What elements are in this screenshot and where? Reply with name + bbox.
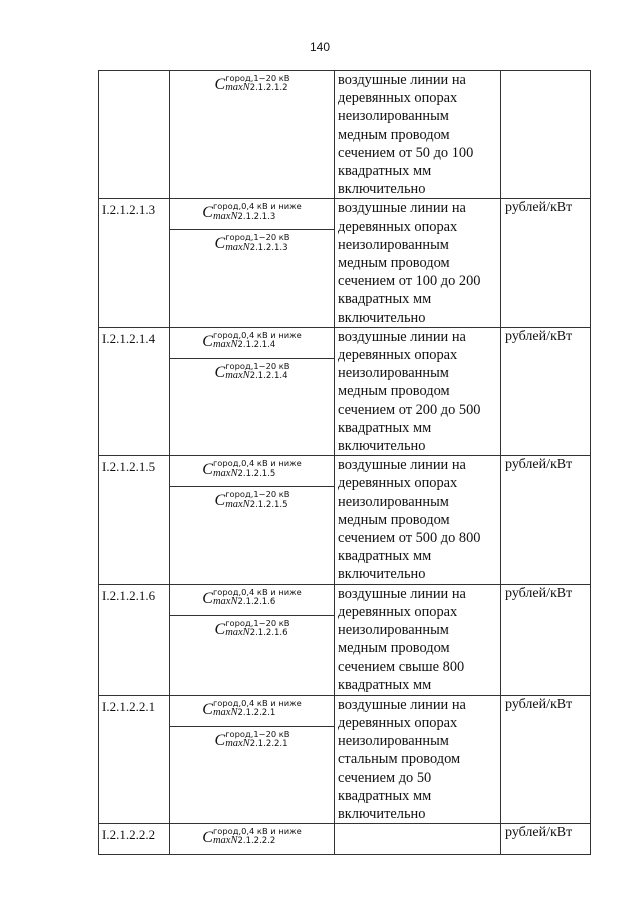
symbol-superscript: город,1−20 кВ	[225, 617, 290, 628]
row-code: I.2.1.2.2.1	[99, 695, 170, 823]
symbol-subscript-index: 2.1.2.1.2	[249, 83, 288, 94]
symbol-subscript-prefix: maxN	[225, 241, 250, 253]
symbol-superscript: город,0,4 кВ и ниже	[212, 329, 302, 340]
rate-symbol	[170, 486, 334, 517]
row-code: I.2.1.2.2.2	[99, 824, 170, 855]
row-description: воздушные линии на деревянных опорах неизолированным стальным проводом сечением до 50 квадратных мм включительно	[335, 695, 501, 823]
row-symbols	[170, 584, 335, 695]
symbol-letter: C	[214, 235, 226, 253]
symbol-subscript-prefix: maxN	[225, 82, 250, 94]
symbol-superscript: город,1−20 кВ	[225, 728, 290, 739]
symbol-letter: C	[202, 332, 213, 350]
symbol-letter: C	[202, 204, 213, 222]
rate-symbol	[170, 585, 334, 615]
row-description: воздушные линии на деревянных опорах неизолированным медным проводом сечением от 50 до 100 квадратных мм включительно	[335, 71, 501, 199]
row-unit: рублей/кВт	[501, 456, 591, 584]
row-unit: рублей/кВт	[501, 199, 591, 327]
table-row	[99, 584, 591, 695]
row-code: I.2.1.2.1.3	[99, 199, 170, 327]
rate-symbol	[170, 726, 334, 757]
table-row	[99, 327, 591, 455]
row-description: воздушные линии на деревянных опорах неизолированным медным проводом сечением от 500 до 800 квадратных мм включительно	[335, 456, 501, 584]
table-row	[99, 71, 591, 199]
symbol-subscript-prefix: maxN	[225, 370, 250, 382]
row-symbols	[170, 327, 335, 455]
row-unit	[501, 71, 591, 199]
row-code: I.2.1.2.1.6	[99, 584, 170, 695]
row-symbols	[170, 199, 335, 327]
symbol-superscript: город,0,4 кВ и ниже	[212, 201, 302, 212]
rate-symbol	[170, 328, 334, 358]
symbol-subscript-index: 2.1.2.1.4	[237, 340, 276, 351]
row-symbols	[170, 456, 335, 584]
symbol-superscript: город,1−20 кВ	[225, 73, 290, 83]
symbol-subscript-index: 2.1.2.2.1	[249, 738, 288, 749]
symbol-subscript-index: 2.1.2.1.4	[249, 371, 288, 382]
symbol-superscript: город,0,4 кВ и ниже	[212, 458, 302, 469]
symbol-letter: C	[202, 829, 213, 847]
symbol-superscript: город,1−20 кВ	[225, 360, 290, 371]
symbol-subscript-index: 2.1.2.1.6	[249, 627, 288, 638]
symbol-subscript-index: 2.1.2.1.5	[237, 468, 276, 479]
symbol-superscript: город,0,4 кВ и ниже	[212, 826, 302, 837]
symbol-letter: C	[202, 461, 213, 479]
symbol-subscript-index: 2.1.2.1.6	[237, 596, 276, 607]
symbol-subscript-prefix: maxN	[212, 835, 238, 847]
row-unit: рублей/кВт	[501, 824, 591, 855]
symbol-letter: C	[214, 76, 226, 93]
symbol-letter: C	[202, 700, 213, 718]
row-description: воздушные линии на деревянных опорах неизолированным медным проводом сечением от 100 до 200 квадратных мм включительно	[335, 199, 501, 327]
symbol-letter: C	[214, 731, 226, 749]
symbol-subscript-index: 2.1.2.2.1	[237, 707, 276, 718]
symbol-letter: C	[214, 620, 226, 638]
symbol-letter: C	[202, 589, 213, 607]
tariff-table	[98, 70, 591, 855]
symbol-subscript-prefix: maxN	[212, 210, 238, 222]
symbol-subscript-prefix: maxN	[212, 339, 238, 351]
row-code: I.2.1.2.1.5	[99, 456, 170, 584]
page-number: 140	[309, 40, 331, 54]
symbol-subscript-index: 2.1.2.1.3	[249, 242, 288, 253]
symbol-superscript: город,0,4 кВ и ниже	[212, 697, 302, 708]
row-description: воздушные линии на деревянных опорах неизолированным медным проводом сечением свыше 800 квадратных мм	[335, 584, 501, 695]
row-description: воздушные линии на деревянных опорах неизолированным медным проводом сечением от 200 до 500 квадратных мм включительно	[335, 327, 501, 455]
symbol-subscript-prefix: maxN	[212, 595, 238, 607]
row-description	[335, 824, 501, 855]
rate-symbol	[170, 229, 334, 260]
rate-symbol	[170, 824, 334, 854]
symbol-letter: C	[214, 363, 226, 381]
rate-symbol	[170, 615, 334, 646]
row-code: I.2.1.2.1.4	[99, 327, 170, 455]
row-unit: рублей/кВт	[501, 584, 591, 695]
row-unit: рублей/кВт	[501, 327, 591, 455]
table-row	[99, 824, 591, 855]
symbol-subscript-prefix: maxN	[212, 706, 238, 718]
symbol-superscript: город,1−20 кВ	[225, 489, 290, 500]
symbol-subscript-prefix: maxN	[225, 737, 250, 749]
symbol-subscript-index: 2.1.2.1.3	[237, 211, 276, 222]
table-row	[99, 695, 591, 823]
row-symbols	[170, 695, 335, 823]
row-symbols	[170, 71, 335, 199]
symbol-letter: C	[214, 492, 226, 510]
rate-symbol	[170, 358, 334, 389]
rate-symbol	[170, 71, 334, 101]
symbol-subscript-prefix: maxN	[225, 626, 250, 638]
table-row	[99, 199, 591, 327]
symbol-subscript-index: 2.1.2.2.2	[237, 836, 276, 847]
row-code	[99, 71, 170, 199]
symbol-superscript: город,1−20 кВ	[225, 232, 290, 243]
table-row	[99, 456, 591, 584]
symbol-subscript-prefix: maxN	[225, 498, 250, 510]
rate-symbol	[170, 696, 334, 726]
symbol-superscript: город,0,4 кВ и ниже	[212, 586, 302, 597]
row-symbols	[170, 824, 335, 855]
symbol-subscript-prefix: maxN	[212, 467, 238, 479]
rate-symbol	[170, 456, 334, 486]
symbol-subscript-index: 2.1.2.1.5	[249, 499, 288, 510]
row-unit: рублей/кВт	[501, 695, 591, 823]
rate-symbol	[170, 199, 334, 229]
